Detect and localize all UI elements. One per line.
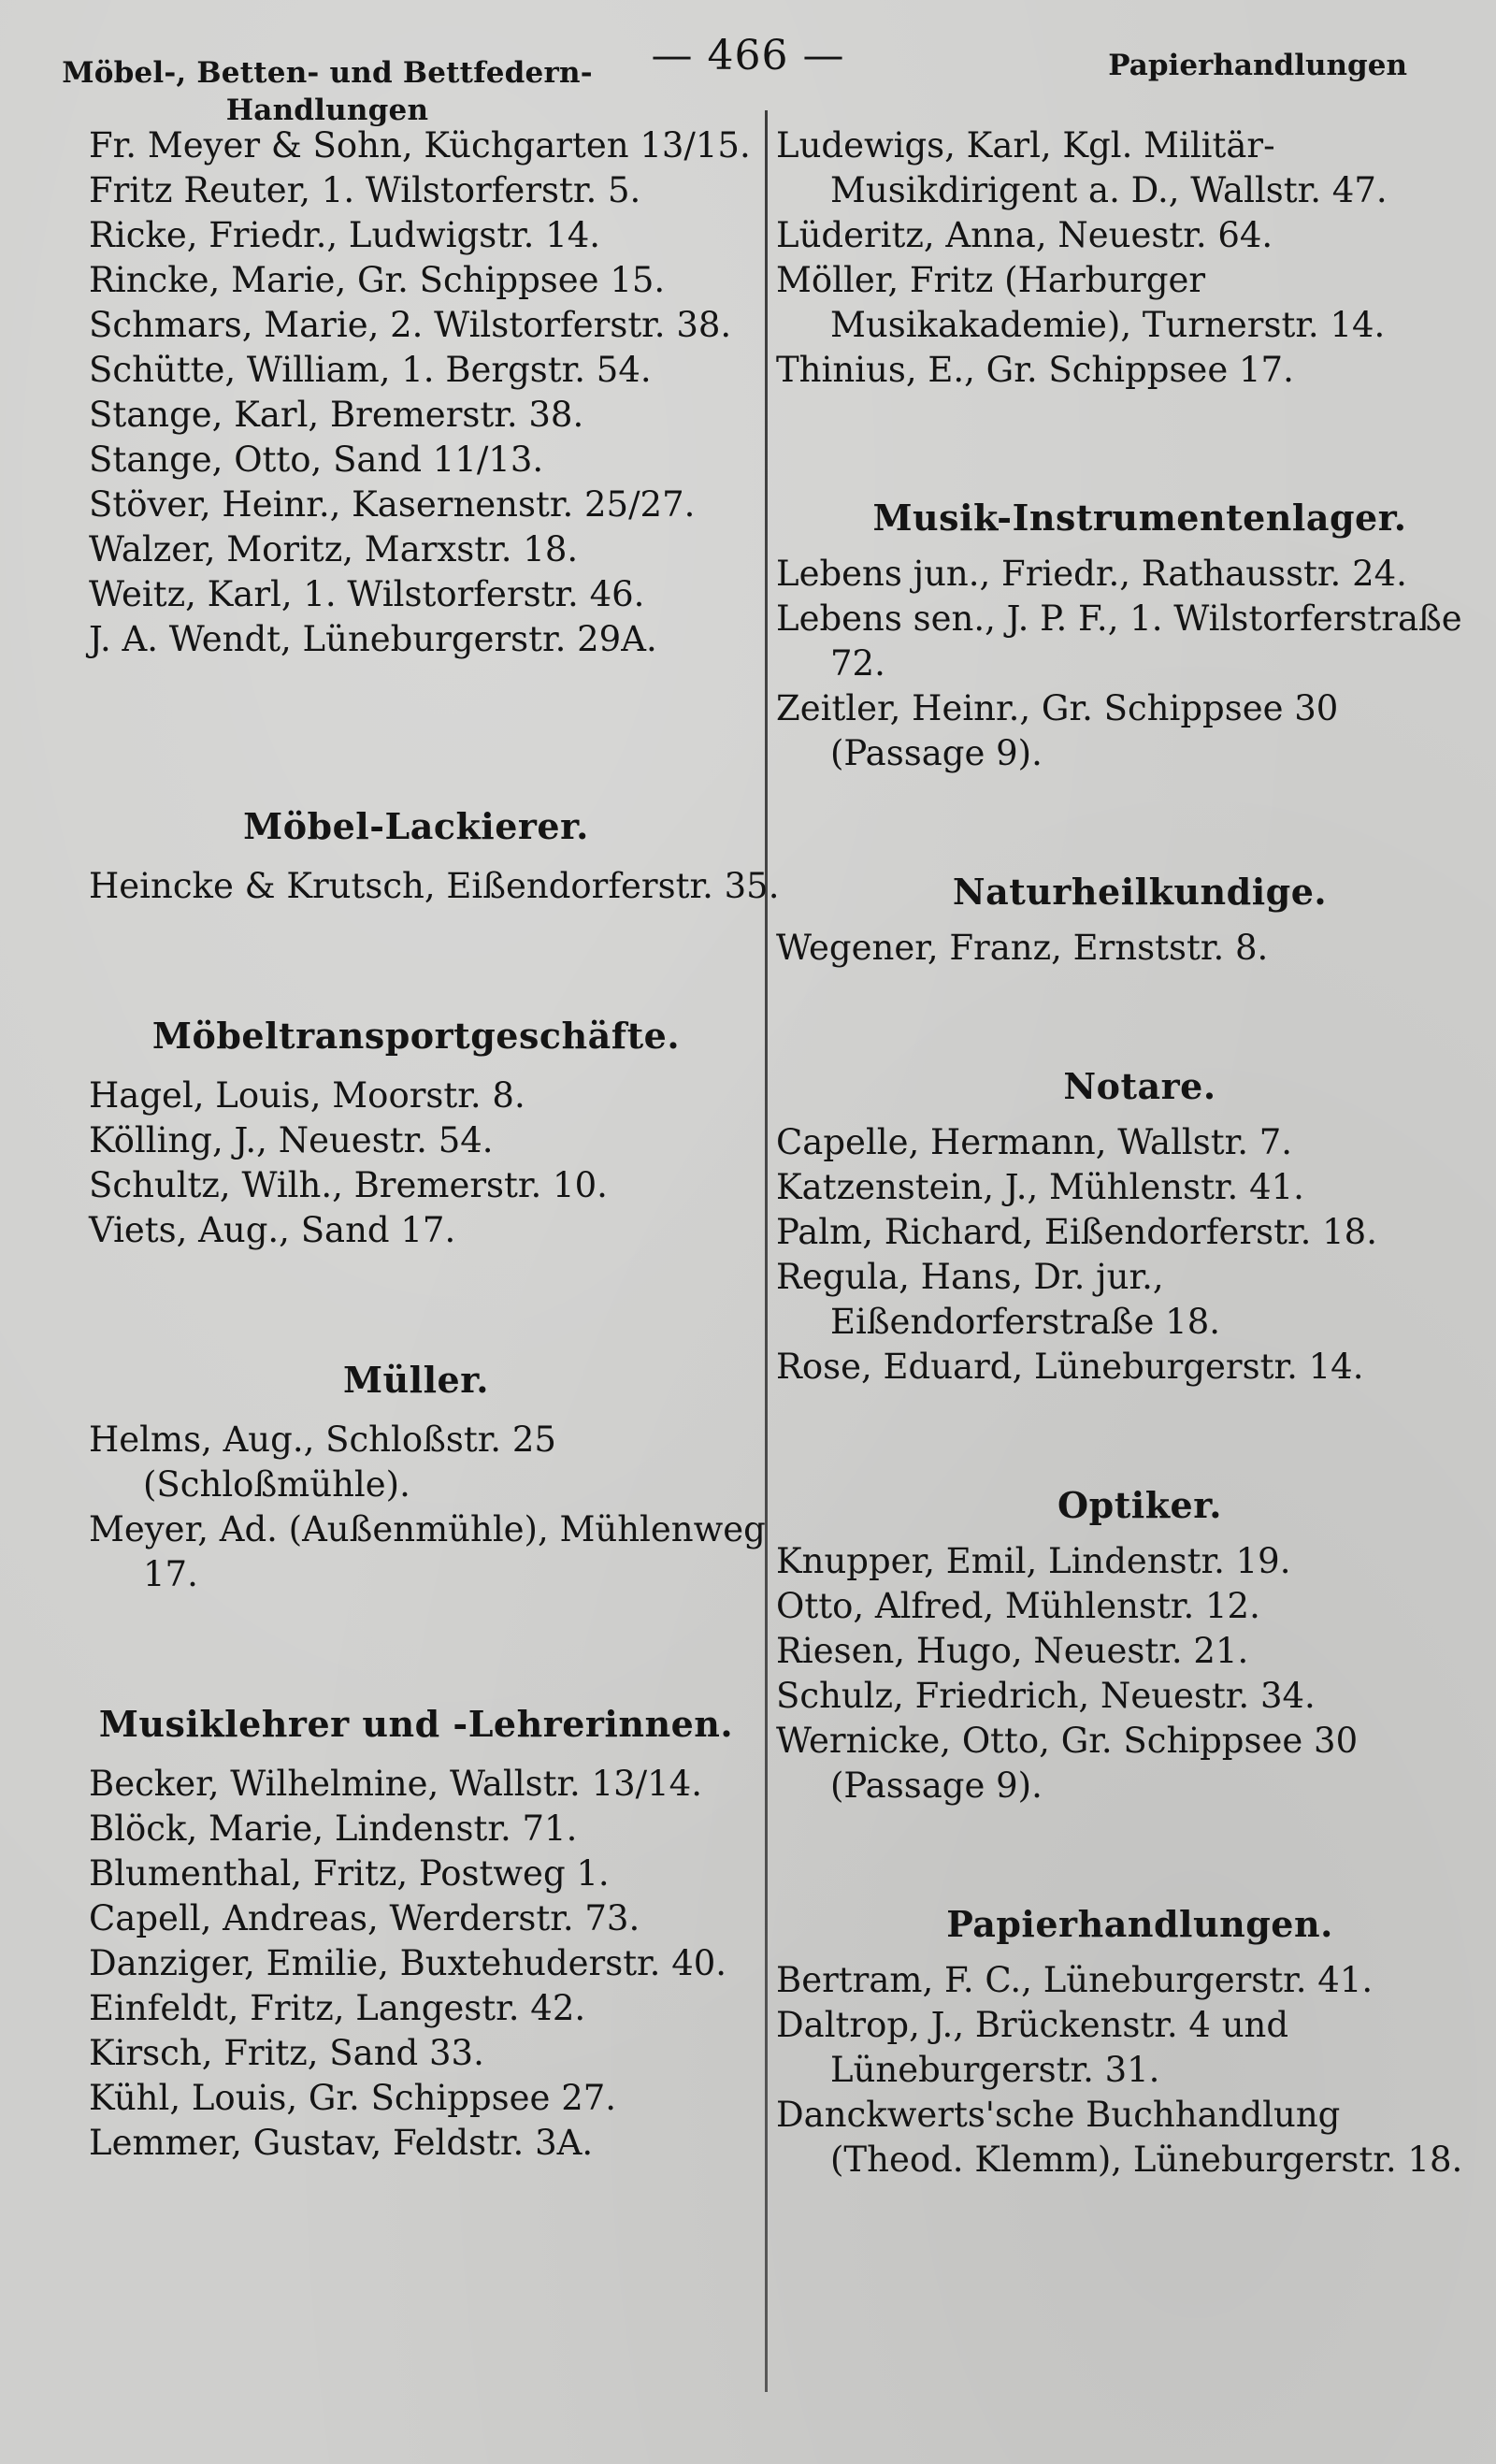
right-column bbox=[765, 123, 1475, 2183]
list-item: Hagel, Louis, Moorstr. 8. bbox=[89, 1075, 525, 1116]
page-header bbox=[0, 17, 1496, 129]
section-list-moebeltransport bbox=[89, 1073, 809, 1253]
section-list-musiklehrer bbox=[89, 1762, 809, 2166]
list-item: Becker, Wilhelmine, Wallstr. 13/14. bbox=[89, 1764, 702, 1804]
list-item: Capelle, Hermann, Wallstr. 7. bbox=[776, 1122, 1293, 1162]
list-item: Stöver, Heinr., Kasernenstr. 25/27. bbox=[89, 484, 696, 525]
list-item: Capell, Andreas, Werderstr. 73. bbox=[89, 1898, 640, 1938]
section-title-moebel-lackierer: Möbel-Lackierer. bbox=[243, 805, 589, 847]
list-item: Thinius, E., Gr. Schippsee 17. bbox=[776, 350, 1294, 390]
list-item: Stange, Karl, Bremerstr. 38. bbox=[89, 395, 584, 435]
list-item: Viets, Aug., Sand 17. bbox=[89, 1210, 456, 1250]
section-title-notare: Notare. bbox=[1063, 1065, 1216, 1107]
list-item: Katzenstein, J., Mühlenstr. 41. bbox=[776, 1167, 1304, 1207]
section-title-musiklehrer: Musiklehrer und -Lehrerinnen. bbox=[98, 1703, 734, 1745]
list-item: Lemmer, Gustav, Feldstr. 3A. bbox=[89, 2123, 594, 2163]
list-item: Walzer, Moritz, Marxstr. 18. bbox=[89, 529, 579, 569]
list-item: Lebens sen., J. P. F., 1. Wilstorferstraße 72. bbox=[776, 598, 1462, 684]
section-title-moebeltransport: Möbeltransportgeschäfte. bbox=[151, 1015, 681, 1057]
list-item: Weitz, Karl, 1. Wilstorferstr. 46. bbox=[89, 574, 645, 614]
section-list-notare bbox=[776, 1120, 1475, 1390]
list-item: Kirsch, Fritz, Sand 33. bbox=[89, 2033, 484, 2073]
list-item: Danziger, Emilie, Buxtehuderstr. 40. bbox=[89, 1943, 727, 1983]
section-title-mueller: Müller. bbox=[342, 1359, 489, 1401]
list-item: Lüderitz, Anna, Neuestr. 64. bbox=[776, 215, 1273, 255]
section-list-optiker bbox=[776, 1539, 1475, 1808]
list-item: Ricke, Friedr., Ludwigstr. 14. bbox=[89, 215, 601, 255]
right-continuation-list bbox=[776, 123, 1475, 393]
list-item: Riesen, Hugo, Neuestr. 21. bbox=[776, 1631, 1249, 1671]
running-head-right: Papierhandlungen bbox=[1108, 49, 1407, 82]
list-item: Blumenthal, Fritz, Postweg 1. bbox=[89, 1853, 610, 1894]
list-item: Regula, Hans, Dr. jur., Eißendorferstraße 18. bbox=[776, 1257, 1221, 1342]
list-item: Kölling, J., Neuestr. 54. bbox=[89, 1120, 494, 1160]
list-item: Schütte, William, 1. Bergstr. 54. bbox=[89, 350, 652, 390]
list-item: Zeitler, Heinr., Gr. Schippsee 30 (Passage 9). bbox=[776, 688, 1339, 773]
list-item: Rose, Eduard, Lüneburgerstr. 14. bbox=[776, 1347, 1364, 1387]
section-list-naturheilkundige bbox=[776, 926, 1475, 971]
running-head-left: Möbel-, Betten- und Bettfedern-Handlungen bbox=[62, 56, 593, 127]
list-item: Rincke, Marie, Gr. Schippsee 15. bbox=[89, 260, 666, 300]
list-item: Wernicke, Otto, Gr. Schippsee 30 (Passage 9). bbox=[776, 1721, 1359, 1806]
list-item: Schultz, Wilh., Bremerstr. 10. bbox=[89, 1165, 608, 1205]
section-title-musik-instrumentenlager: Musik-Instrumentenlager. bbox=[872, 497, 1407, 539]
list-item: Fr. Meyer & Sohn, Küchgarten 13/15. bbox=[89, 125, 751, 166]
list-item: Meyer, Ad. (Außenmühle), Mühlenweg 17. bbox=[89, 1509, 766, 1594]
list-item: Heincke & Krutsch, Eißendorferstr. 35. bbox=[89, 866, 780, 906]
list-item: Helms, Aug., Schloßstr. 25 (Schloßmühle). bbox=[89, 1419, 556, 1505]
section-title-papierhandlungen: Papierhandlungen. bbox=[946, 1903, 1333, 1945]
list-item: Kühl, Louis, Gr. Schippsee 27. bbox=[89, 2078, 617, 2118]
list-item: Daltrop, J., Brückenstr. 4 und Lüneburgerstr. 31. bbox=[776, 2005, 1289, 2090]
list-item: Wegener, Franz, Ernststr. 8. bbox=[776, 928, 1269, 968]
list-item: Fritz Reuter, 1. Wilstorferstr. 5. bbox=[89, 170, 641, 210]
section-list-mueller bbox=[89, 1418, 809, 1597]
list-item: J. A. Wendt, Lüneburgerstr. 29A. bbox=[89, 619, 657, 659]
left-continuation-list bbox=[89, 123, 809, 662]
list-item: Stange, Otto, Sand 11/13. bbox=[89, 439, 544, 480]
left-column bbox=[89, 123, 809, 2166]
section-list-papierhandlungen bbox=[776, 1958, 1475, 2183]
list-item: Knupper, Emil, Lindenstr. 19. bbox=[776, 1541, 1291, 1581]
section-list-musik-instrumentenlager bbox=[776, 552, 1475, 776]
list-item: Danckwerts'sche Buchhandlung (Theod. Klemm), Lüneburgerstr. 18. bbox=[776, 2095, 1463, 2180]
list-item: Einfeldt, Fritz, Langestr. 42. bbox=[89, 1988, 586, 2028]
list-item: Lebens jun., Friedr., Rathausstr. 24. bbox=[776, 554, 1407, 594]
list-item: Schulz, Friedrich, Neuestr. 34. bbox=[776, 1676, 1316, 1716]
list-item: Ludewigs, Karl, Kgl. Militär-Musikdirigent a. D., Wallstr. 47. bbox=[776, 125, 1388, 210]
list-item: Otto, Alfred, Mühlenstr. 12. bbox=[776, 1586, 1260, 1626]
list-item: Bertram, F. C., Lüneburgerstr. 41. bbox=[776, 1960, 1374, 2000]
section-list-moebel-lackierer bbox=[89, 864, 809, 909]
section-title-naturheilkundige: Naturheilkundige. bbox=[952, 871, 1328, 913]
list-item: Blöck, Marie, Lindenstr. 71. bbox=[89, 1808, 578, 1849]
list-item: Möller, Fritz (Harburger Musikakademie), Turnerstr. 14. bbox=[776, 260, 1386, 345]
page-number: — 466 — bbox=[651, 32, 845, 79]
list-item: Schmars, Marie, 2. Wilstorferstr. 38. bbox=[89, 305, 732, 345]
list-item: Palm, Richard, Eißendorferstr. 18. bbox=[776, 1212, 1377, 1252]
section-title-optiker: Optiker. bbox=[1057, 1484, 1222, 1526]
